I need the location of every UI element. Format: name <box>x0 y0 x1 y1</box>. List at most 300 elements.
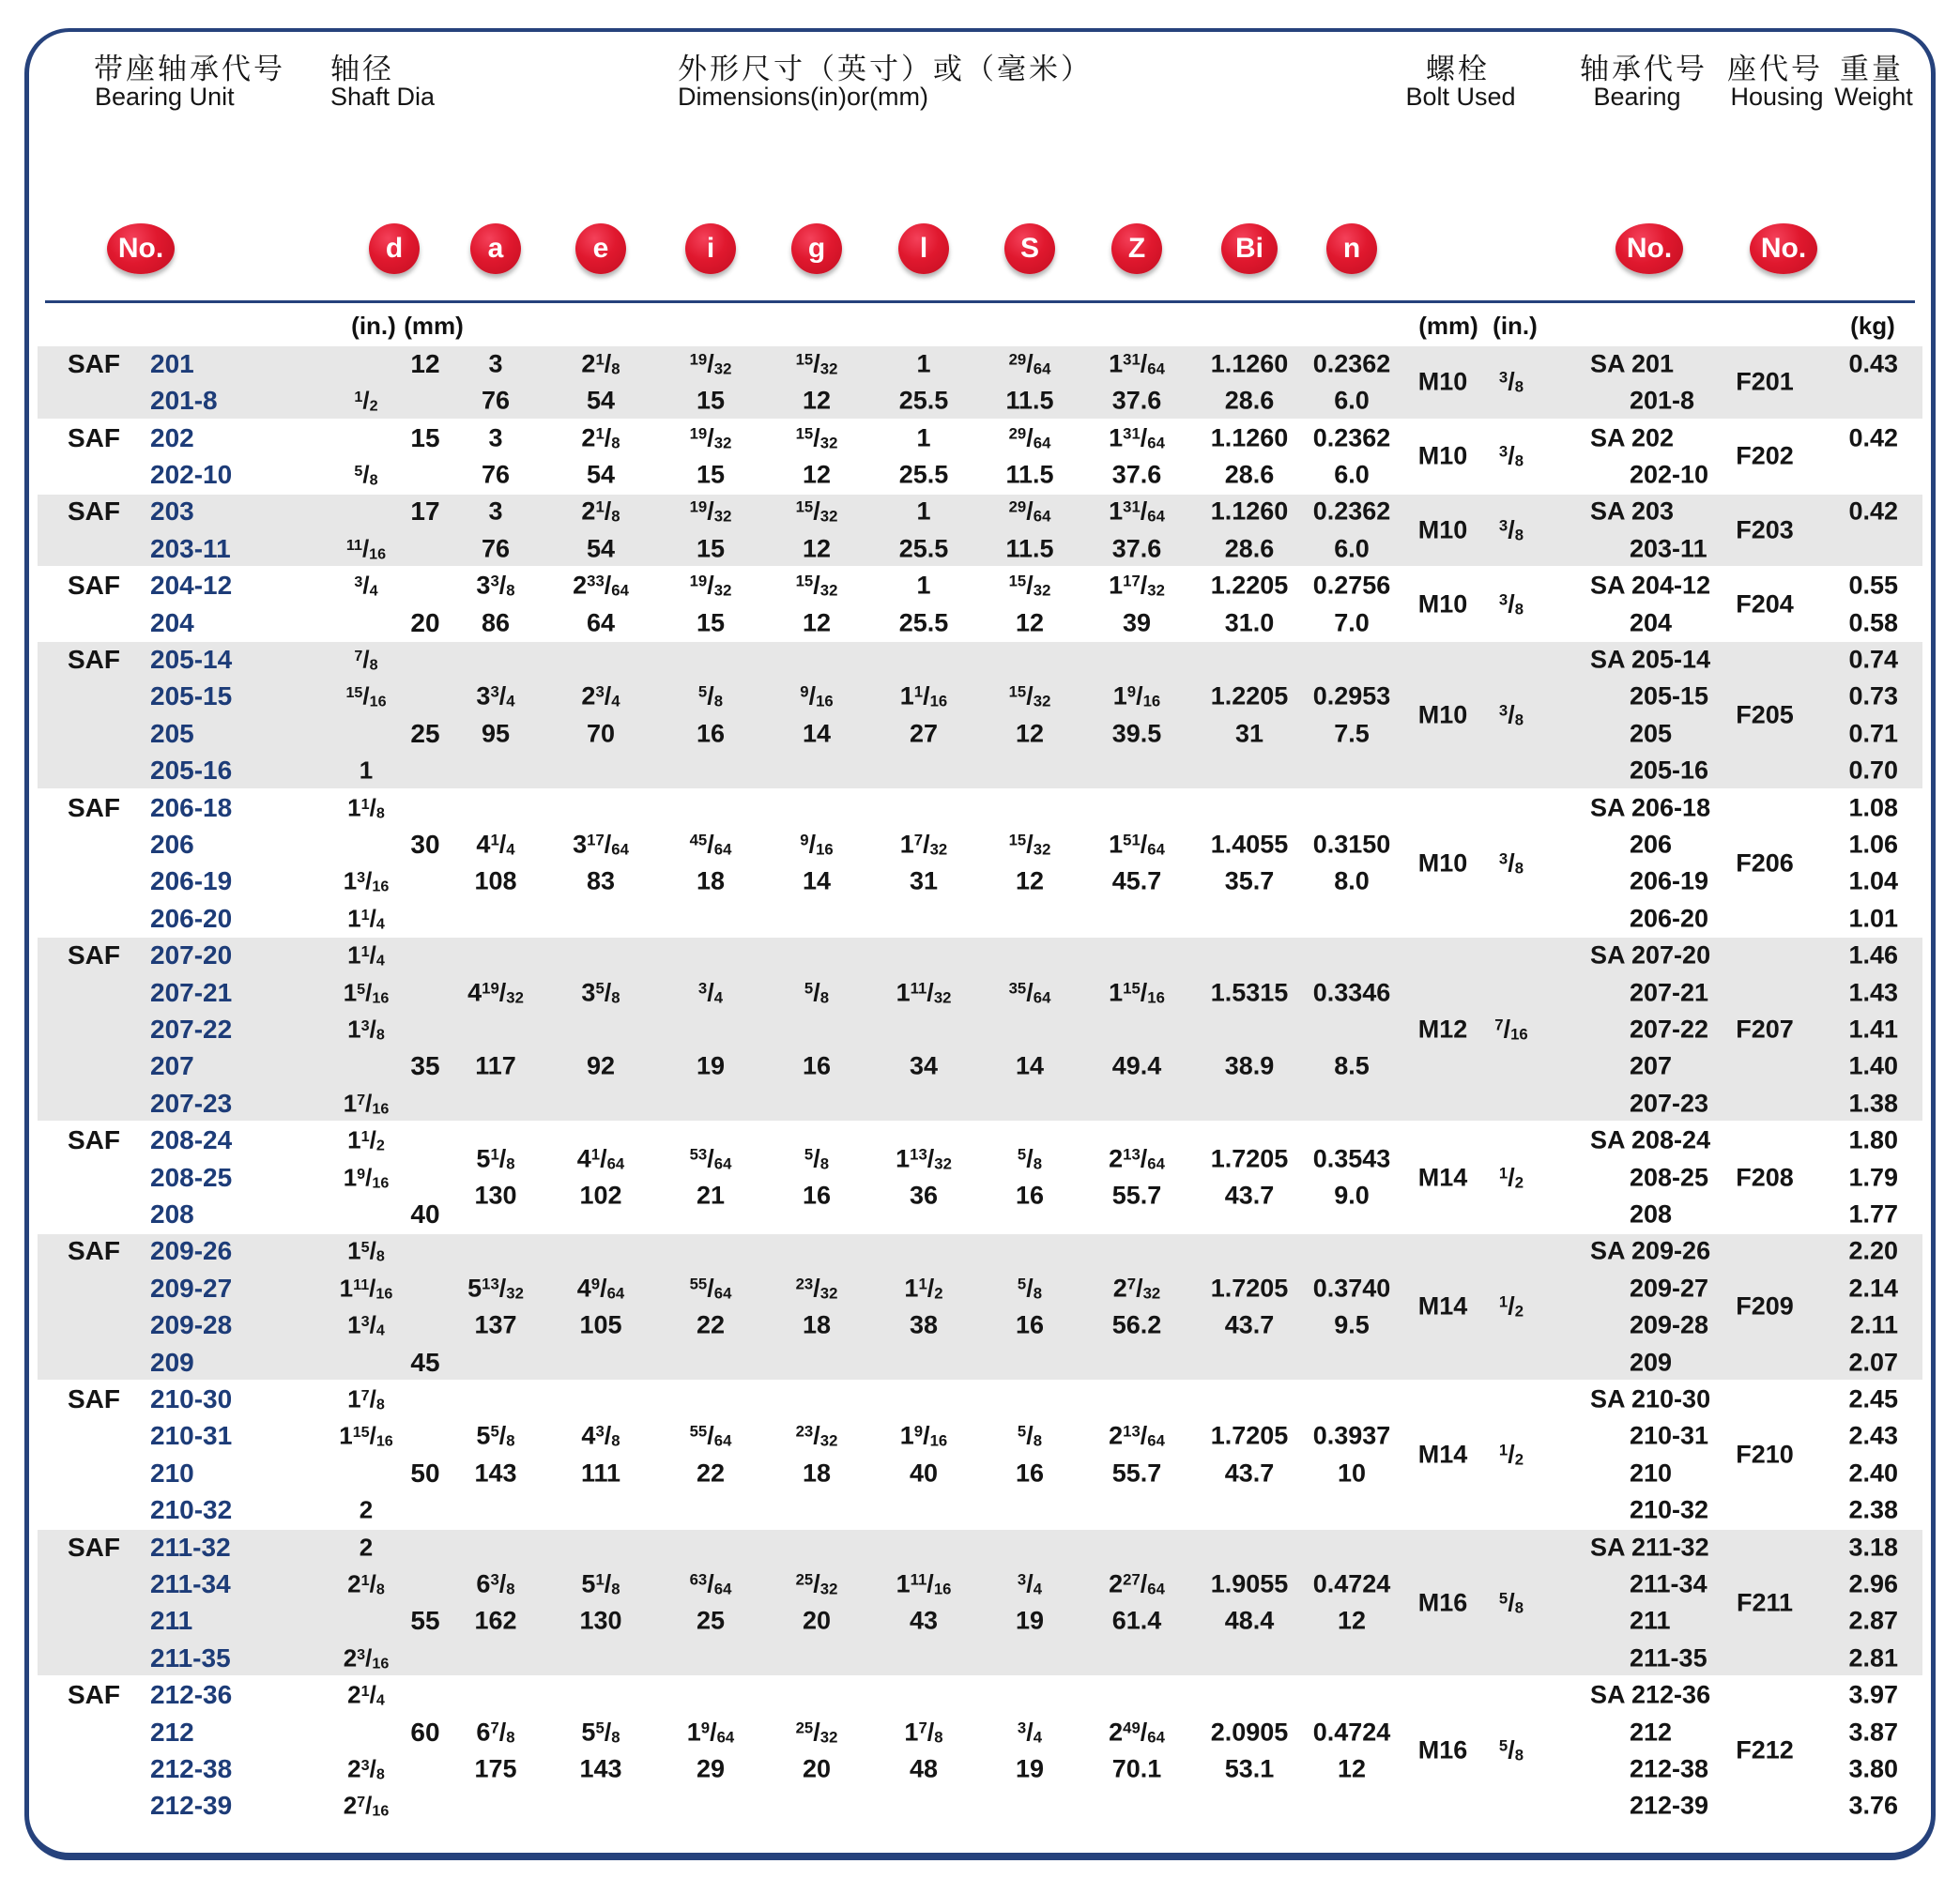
dim-in-Bi: 1.9055 <box>1210 1569 1289 1598</box>
unit-no: 210-32 <box>150 1495 233 1525</box>
saf-prefix: SAF <box>68 422 120 452</box>
unit-no: 207-21 <box>150 977 233 1007</box>
bearing-no: 210 <box>1630 1459 1673 1488</box>
bearing-no: 204 <box>1630 608 1673 636</box>
saf-prefix: SAF <box>68 644 120 674</box>
bearing-no: 212 <box>1630 1718 1673 1746</box>
header-dims-zh: 外形尺寸（英寸）或（毫米） <box>678 53 1093 85</box>
dim-in-n: 0.4724 <box>1312 1718 1391 1746</box>
dim-mm-g: 12 <box>802 386 832 415</box>
dim-mm-e: 111 <box>580 1459 621 1488</box>
bearing-no: SA 209-26 <box>1590 1236 1711 1265</box>
bearing-no: 207 <box>1630 1051 1673 1080</box>
dim-in-g: $^{15}/_{32}$ <box>795 496 838 526</box>
dim-in-S: $^5/_8$ <box>1017 1274 1043 1303</box>
dim-in-g: $^{15}/_{32}$ <box>795 349 838 378</box>
dim-in-a: $6^3/_8$ <box>476 1569 515 1598</box>
bearing-no: 206-20 <box>1630 904 1709 933</box>
bearing-no: 210-31 <box>1630 1421 1709 1450</box>
weight-value: 2.20 <box>1848 1236 1898 1265</box>
unit-no: 208-24 <box>150 1125 233 1155</box>
shaft-dia-in: $1^7/_{16}$ <box>343 1089 390 1118</box>
bearing-no: SA 211-32 <box>1590 1533 1709 1561</box>
saf-prefix: SAF <box>68 1383 120 1413</box>
housing-no: F212 <box>1736 1735 1794 1764</box>
unit-no: 212-36 <box>150 1680 233 1710</box>
dim-in-l: 1 <box>916 571 931 600</box>
dim-in-S: $^{29}/_{64}$ <box>1008 349 1051 378</box>
dim-mm-n: 8.0 <box>1334 866 1370 895</box>
dim-in-i: $^{19}/_{32}$ <box>689 423 732 451</box>
dim-mm-S: 16 <box>1015 1310 1045 1339</box>
dim-in-g: $^5/_8$ <box>804 978 830 1006</box>
bolt-inch: $^3/_8$ <box>1498 441 1524 470</box>
bearing-no: SA 208-24 <box>1590 1125 1711 1154</box>
dim-in-g: $^5/_8$ <box>804 1144 830 1173</box>
bearing-no: SA 203 <box>1590 496 1675 526</box>
dim-in-n: 0.3937 <box>1312 1421 1391 1450</box>
saf-prefix: SAF <box>68 1680 120 1710</box>
dim-in-e: $4^9/_{64}$ <box>576 1274 625 1303</box>
housing-no: F209 <box>1736 1291 1794 1321</box>
dim-mm-Z: 39.5 <box>1111 719 1162 748</box>
dim-mm-e: 92 <box>586 1051 616 1080</box>
weight-value: 2.45 <box>1848 1384 1898 1413</box>
dim-mm-Bi: 48.4 <box>1224 1606 1275 1635</box>
weight-value: 3.76 <box>1848 1791 1898 1820</box>
dim-in-Bi: 1.1260 <box>1210 423 1289 451</box>
bolt-inch: $^1/_2$ <box>1498 1163 1524 1191</box>
bearing-no: 207-21 <box>1630 978 1709 1006</box>
unit-no: 207-22 <box>150 1014 233 1044</box>
bolt-inch: $^5/_8$ <box>1498 1588 1524 1617</box>
unit-shaft-in: (in.) <box>351 312 396 340</box>
bearing-no: 211-35 <box>1630 1643 1707 1673</box>
unit-no: 209 <box>150 1347 194 1377</box>
dim-mm-Bi: 31.0 <box>1224 608 1275 636</box>
dim-mm-n: 12 <box>1337 1754 1367 1783</box>
dim-in-Z: $2^{49}/_{64}$ <box>1109 1718 1165 1746</box>
unit-no: 204-12 <box>150 571 233 601</box>
dim-in-a: 3 <box>488 349 503 378</box>
bolt-metric: M10 <box>1417 441 1468 470</box>
dim-in-S: $^{15}/_{32}$ <box>1008 571 1051 600</box>
bearing-no: 210-32 <box>1630 1495 1709 1524</box>
dim-mm-n: 6.0 <box>1334 386 1370 415</box>
shaft-dia-mm: 50 <box>410 1458 440 1488</box>
saf-prefix: SAF <box>68 940 120 970</box>
dim-in-e: $4^3/_8$ <box>581 1421 620 1450</box>
dim-in-Z: $2^{13}/_{64}$ <box>1109 1421 1165 1450</box>
dim-in-g: $^{15}/_{32}$ <box>795 423 838 451</box>
weight-value: 0.42 <box>1848 423 1898 451</box>
dim-mm-i: 15 <box>696 460 726 489</box>
dim-in-a: 3 <box>488 423 503 451</box>
dim-mm-Z: 55.7 <box>1111 1459 1162 1488</box>
bearing-no: SA 204-12 <box>1590 571 1711 600</box>
dim-in-S: $^3/_4$ <box>1017 1718 1043 1746</box>
unit-no: 206-18 <box>150 792 233 822</box>
dim-in-g: $^{23}/_{32}$ <box>795 1274 838 1303</box>
dim-in-Bi: 1.7205 <box>1210 1421 1289 1450</box>
dim-in-i: $^{55}/_{64}$ <box>689 1421 732 1450</box>
dim-in-n: 0.3543 <box>1312 1144 1391 1173</box>
dim-in-Z: $2^{13}/_{64}$ <box>1109 1144 1165 1173</box>
housing-no: F210 <box>1736 1440 1794 1469</box>
dim-in-Bi: 1.2205 <box>1210 571 1289 600</box>
header-housing-en: Housing <box>1730 83 1824 111</box>
weight-value: 2.96 <box>1848 1569 1898 1598</box>
bearing-no: SA 201 <box>1590 349 1675 378</box>
dim-mm-g: 16 <box>802 1181 832 1210</box>
dim-in-e: $2^{33}/_{64}$ <box>573 571 629 600</box>
dim-in-n: 0.3346 <box>1312 978 1391 1006</box>
dim-mm-S: 16 <box>1015 1459 1045 1488</box>
weight-value: 0.70 <box>1848 756 1898 785</box>
dim-in-Bi: 1.2205 <box>1210 681 1289 710</box>
column-badge-l-6: l <box>898 223 949 274</box>
housing-no: F211 <box>1736 1588 1794 1617</box>
dim-mm-n: 10 <box>1337 1459 1367 1488</box>
shaft-dia-in: $2^1/_4$ <box>347 1680 385 1709</box>
housing-no: F201 <box>1736 367 1794 396</box>
dim-mm-g: 18 <box>802 1459 832 1488</box>
dim-in-S: $^{35}/_{64}$ <box>1008 978 1051 1006</box>
dim-mm-l: 31 <box>909 866 939 895</box>
shaft-dia-mm: 60 <box>410 1717 440 1747</box>
weight-value: 1.80 <box>1848 1125 1898 1154</box>
dim-in-l: $1^{11}/_{16}$ <box>896 1569 952 1598</box>
dim-mm-Bi: 53.1 <box>1224 1754 1275 1783</box>
dim-mm-a: 76 <box>481 386 511 415</box>
dim-in-S: $^{15}/_{32}$ <box>1008 830 1051 859</box>
dim-in-Bi: 1.7205 <box>1210 1274 1289 1303</box>
dim-mm-a: 108 <box>474 866 517 895</box>
dim-in-l: $1^{11}/_{32}$ <box>896 978 952 1006</box>
bolt-metric: M10 <box>1417 700 1468 729</box>
unit-no: 208-25 <box>150 1162 233 1192</box>
unit-no: 212-39 <box>150 1791 233 1821</box>
weight-value: 0.43 <box>1848 349 1898 378</box>
dim-mm-l: 34 <box>909 1051 939 1080</box>
dim-in-a: $3^3/_4$ <box>476 681 515 710</box>
dim-mm-a: 175 <box>474 1754 517 1783</box>
dim-in-Z: $1^{51}/_{64}$ <box>1109 830 1165 859</box>
weight-value: 0.42 <box>1848 496 1898 526</box>
dim-in-S: $^3/_4$ <box>1017 1569 1043 1598</box>
unit-no: 210-31 <box>150 1421 233 1451</box>
weight-value: 1.38 <box>1848 1089 1898 1118</box>
shaft-dia-in: $^1/_2$ <box>354 386 378 415</box>
unit-no: 212-38 <box>150 1753 233 1783</box>
weight-value: 2.14 <box>1848 1274 1898 1303</box>
dim-mm-S: 11.5 <box>1005 534 1054 563</box>
column-badge-i-4: i <box>685 223 736 274</box>
bearing-no: 209-28 <box>1630 1310 1709 1339</box>
dim-in-S: $^{15}/_{32}$ <box>1008 681 1051 710</box>
weight-value: 2.11 <box>1849 1310 1898 1339</box>
dim-in-a: $3^3/_8$ <box>476 571 515 600</box>
unit-no: 211-35 <box>150 1642 231 1673</box>
header-weight-zh: 重量 <box>1840 53 1904 85</box>
dim-in-n: 0.2362 <box>1312 496 1391 526</box>
dim-mm-l: 25.5 <box>898 460 949 489</box>
dim-mm-l: 38 <box>909 1310 939 1339</box>
dim-in-Z: $1^{17}/_{32}$ <box>1109 571 1165 600</box>
shaft-dia-in: $1^1/_8$ <box>347 793 385 821</box>
bolt-metric: M14 <box>1417 1163 1468 1191</box>
shaft-dia-mm: 30 <box>410 829 440 859</box>
dim-in-i: $^{55}/_{64}$ <box>689 1274 732 1303</box>
unit-no: 209-27 <box>150 1273 233 1303</box>
unit-no: 205-15 <box>150 681 233 711</box>
dim-in-g: $^{15}/_{32}$ <box>795 571 838 600</box>
dim-in-n: 0.3150 <box>1312 830 1391 859</box>
dim-mm-n: 9.0 <box>1334 1181 1370 1210</box>
bolt-inch: $^1/_2$ <box>1498 1291 1524 1321</box>
shaft-dia-mm: 17 <box>410 496 440 527</box>
header-bearing-en: Bearing <box>1593 83 1681 111</box>
housing-no: F208 <box>1736 1163 1794 1191</box>
dim-in-l: 1 <box>916 423 931 451</box>
shaft-dia-in: 2 <box>359 1495 374 1524</box>
bearing-no: 206-19 <box>1630 866 1709 895</box>
bearing-no: 201-8 <box>1630 386 1695 415</box>
dim-in-l: 1 <box>916 496 931 526</box>
dim-in-Z: $1^9/_{16}$ <box>1112 681 1161 710</box>
bearing-no: 205-16 <box>1630 756 1709 785</box>
dim-mm-Bi: 43.7 <box>1224 1310 1275 1339</box>
dim-mm-e: 105 <box>579 1310 622 1339</box>
weight-value: 2.40 <box>1848 1459 1898 1488</box>
dim-mm-g: 14 <box>802 719 832 748</box>
dim-in-Bi: 1.7205 <box>1210 1144 1289 1173</box>
weight-value: 2.38 <box>1848 1495 1898 1524</box>
dim-in-Bi: 2.0905 <box>1210 1718 1289 1746</box>
dim-mm-a: 137 <box>474 1310 517 1339</box>
dim-mm-Z: 56.2 <box>1111 1310 1162 1339</box>
dim-mm-l: 48 <box>909 1754 939 1783</box>
shaft-dia-in: $^3/_4$ <box>354 571 378 600</box>
dim-in-g: $^{25}/_{32}$ <box>795 1718 838 1746</box>
dim-in-i: $^{53}/_{64}$ <box>689 1144 732 1173</box>
dim-mm-l: 40 <box>909 1459 939 1488</box>
dim-mm-n: 9.5 <box>1334 1310 1370 1339</box>
dim-in-e: $2^1/_8$ <box>581 423 620 451</box>
dim-mm-Z: 49.4 <box>1111 1051 1162 1080</box>
shaft-dia-in: $1^1/_4$ <box>347 940 385 970</box>
dim-mm-e: 64 <box>586 608 616 636</box>
housing-no: F205 <box>1736 700 1794 729</box>
bolt-inch: $^3/_8$ <box>1498 848 1524 878</box>
unit-no: 206 <box>150 829 194 859</box>
weight-value: 0.74 <box>1848 645 1898 674</box>
header-bolt-zh: 螺栓 <box>1426 53 1490 85</box>
dim-mm-Bi: 43.7 <box>1224 1459 1275 1488</box>
dim-mm-a: 117 <box>475 1051 516 1080</box>
bolt-metric: M10 <box>1417 589 1468 619</box>
bolt-metric: M12 <box>1417 1015 1468 1044</box>
dim-mm-S: 19 <box>1015 1754 1045 1783</box>
dim-mm-Bi: 38.9 <box>1224 1051 1275 1080</box>
unit-bolt-in: (in.) <box>1493 312 1538 340</box>
shaft-dia-in: $1^3/_4$ <box>347 1310 385 1339</box>
dim-in-a: $6^7/_8$ <box>476 1718 515 1746</box>
dim-mm-n: 7.5 <box>1334 719 1370 748</box>
dim-in-i: $^{19}/_{32}$ <box>689 349 732 378</box>
dim-mm-e: 70 <box>586 719 616 748</box>
bearing-no: 212-39 <box>1630 1791 1709 1820</box>
shaft-dia-mm: 12 <box>410 348 440 378</box>
dim-mm-l: 25.5 <box>898 608 949 636</box>
dim-in-l: 1 <box>916 349 931 378</box>
shaft-dia-mm: 15 <box>410 422 440 452</box>
unit-no: 211 <box>150 1606 193 1636</box>
unit-no: 208 <box>150 1199 194 1229</box>
dim-mm-i: 19 <box>696 1051 726 1080</box>
shaft-dia-in: $1^5/_{16}$ <box>343 978 390 1006</box>
weight-value: 3.97 <box>1848 1680 1898 1709</box>
dim-mm-l: 27 <box>909 719 939 748</box>
dim-mm-S: 11.5 <box>1005 386 1054 415</box>
dim-mm-i: 15 <box>696 534 726 563</box>
bolt-metric: M10 <box>1417 848 1468 878</box>
shaft-dia-in: $1^1/_4$ <box>347 904 385 933</box>
weight-value: 0.71 <box>1848 719 1898 748</box>
bearing-no: 209-27 <box>1630 1274 1709 1303</box>
dim-in-a: $5^1/_8$ <box>476 1144 515 1173</box>
housing-no: F202 <box>1736 441 1794 470</box>
dim-mm-a: 86 <box>481 608 511 636</box>
shaft-dia-in: 1 <box>359 756 374 785</box>
dim-in-a: $5^5/_8$ <box>476 1421 515 1450</box>
dim-in-Z: $1^{31}/_{64}$ <box>1109 496 1165 526</box>
dim-mm-S: 12 <box>1015 719 1045 748</box>
column-badge-no-11: No. <box>1615 223 1683 274</box>
weight-value: 0.55 <box>1848 571 1898 600</box>
dim-mm-n: 12 <box>1337 1606 1367 1635</box>
bolt-metric: M14 <box>1417 1291 1468 1321</box>
shaft-dia-in: $1^7/_8$ <box>347 1384 385 1413</box>
column-badge-no-12: No. <box>1750 223 1817 274</box>
dim-in-i: $^{19}/_{32}$ <box>689 496 732 526</box>
dim-mm-e: 54 <box>586 386 616 415</box>
weight-value: 0.58 <box>1848 608 1898 636</box>
bolt-inch: $^3/_8$ <box>1498 700 1524 729</box>
dim-mm-S: 19 <box>1015 1606 1045 1635</box>
dim-mm-Bi: 35.7 <box>1224 866 1275 895</box>
unit-no: 209-26 <box>150 1236 233 1266</box>
dim-mm-e: 83 <box>586 866 616 895</box>
bearing-no: SA 205-14 <box>1590 645 1711 674</box>
weight-value: 1.08 <box>1848 793 1898 821</box>
shaft-dia-in: $1^1/_2$ <box>347 1125 385 1154</box>
dim-mm-Bi: 28.6 <box>1224 534 1275 563</box>
dim-in-n: 0.2362 <box>1312 423 1391 451</box>
dim-in-n: 0.4724 <box>1312 1569 1391 1598</box>
header-bearing-zh: 轴承代号 <box>1580 53 1707 85</box>
dim-in-g: $^{23}/_{32}$ <box>795 1421 838 1450</box>
housing-no: F203 <box>1736 515 1794 544</box>
bearing-no: 207-22 <box>1630 1015 1709 1044</box>
dim-mm-i: 15 <box>696 608 726 636</box>
bearing-no: 202-10 <box>1630 460 1709 489</box>
dim-mm-e: 54 <box>586 460 616 489</box>
dim-mm-n: 7.0 <box>1334 608 1370 636</box>
shaft-dia-in: $1^{11}/_{16}$ <box>339 1274 393 1303</box>
column-badge-e-3: e <box>575 223 626 274</box>
shaft-dia-in: $1^3/_{16}$ <box>343 866 390 895</box>
dim-in-i: $^{19}/_{32}$ <box>689 571 732 600</box>
column-badge-a-2: a <box>470 223 521 274</box>
shaft-dia-in: 2 <box>359 1533 374 1561</box>
shaft-dia-in: $2^3/_{16}$ <box>343 1643 390 1673</box>
header-shaft-zh: 轴径 <box>330 53 394 85</box>
dim-mm-g: 12 <box>802 460 832 489</box>
dim-in-S: $^{29}/_{64}$ <box>1008 423 1051 451</box>
dim-in-Bi: 1.4055 <box>1210 830 1289 859</box>
unit-no: 206-20 <box>150 903 233 933</box>
unit-no: 207-20 <box>150 940 233 970</box>
unit-no: 211-32 <box>150 1532 231 1562</box>
dim-mm-a: 162 <box>474 1606 517 1635</box>
dim-mm-Z: 45.7 <box>1111 866 1162 895</box>
dim-mm-a: 143 <box>474 1459 517 1488</box>
bearing-no: 203-11 <box>1630 534 1707 563</box>
shaft-dia-in: $1^3/_8$ <box>347 1015 385 1044</box>
bearing-no: 211 <box>1630 1606 1671 1635</box>
dim-mm-Z: 39 <box>1122 608 1152 636</box>
dim-in-Bi: 1.1260 <box>1210 349 1289 378</box>
bearing-no: 208-25 <box>1630 1163 1709 1191</box>
dim-mm-i: 22 <box>696 1459 726 1488</box>
dim-mm-e: 143 <box>579 1754 622 1783</box>
header-shaft-en: Shaft Dia <box>330 83 436 111</box>
bolt-metric: M16 <box>1417 1588 1468 1617</box>
unit-weight-kg: (kg) <box>1850 312 1895 340</box>
dim-mm-i: 16 <box>696 719 726 748</box>
dim-mm-n: 6.0 <box>1334 460 1370 489</box>
dim-in-g: $^{25}/_{32}$ <box>795 1569 838 1598</box>
unit-no: 209-28 <box>150 1310 233 1340</box>
dim-in-l: $1^7/_8$ <box>904 1718 943 1746</box>
dim-in-l: $1^9/_{16}$ <box>899 1421 948 1450</box>
dim-mm-e: 54 <box>586 534 616 563</box>
dim-mm-i: 21 <box>696 1181 726 1210</box>
weight-value: 2.87 <box>1848 1606 1898 1635</box>
weight-value: 0.73 <box>1848 681 1898 710</box>
unit-bolt-mm: (mm) <box>1418 312 1478 340</box>
dim-in-n: 0.3740 <box>1312 1274 1391 1303</box>
bearing-no: 208 <box>1630 1199 1673 1229</box>
unit-no: 207-23 <box>150 1088 233 1118</box>
weight-value: 1.01 <box>1848 904 1898 933</box>
dim-in-i: $^{63}/_{64}$ <box>689 1569 732 1598</box>
dim-in-l: $1^{13}/_{32}$ <box>896 1144 952 1173</box>
shaft-dia-mm: 40 <box>410 1199 440 1229</box>
column-badge-s-7: S <box>1004 223 1055 274</box>
dim-mm-l: 36 <box>909 1181 939 1210</box>
dim-mm-e: 130 <box>579 1606 622 1635</box>
dim-in-a: 3 <box>488 496 503 526</box>
header-bolt-en: Bolt Used <box>1405 83 1516 111</box>
dim-in-a: $4^1/_4$ <box>476 830 515 859</box>
unit-no: 205-16 <box>150 756 233 786</box>
bolt-inch: $^1/_2$ <box>1498 1440 1524 1469</box>
saf-prefix: SAF <box>68 1236 120 1266</box>
unit-no: 206-19 <box>150 866 233 896</box>
weight-value: 1.43 <box>1848 978 1898 1006</box>
